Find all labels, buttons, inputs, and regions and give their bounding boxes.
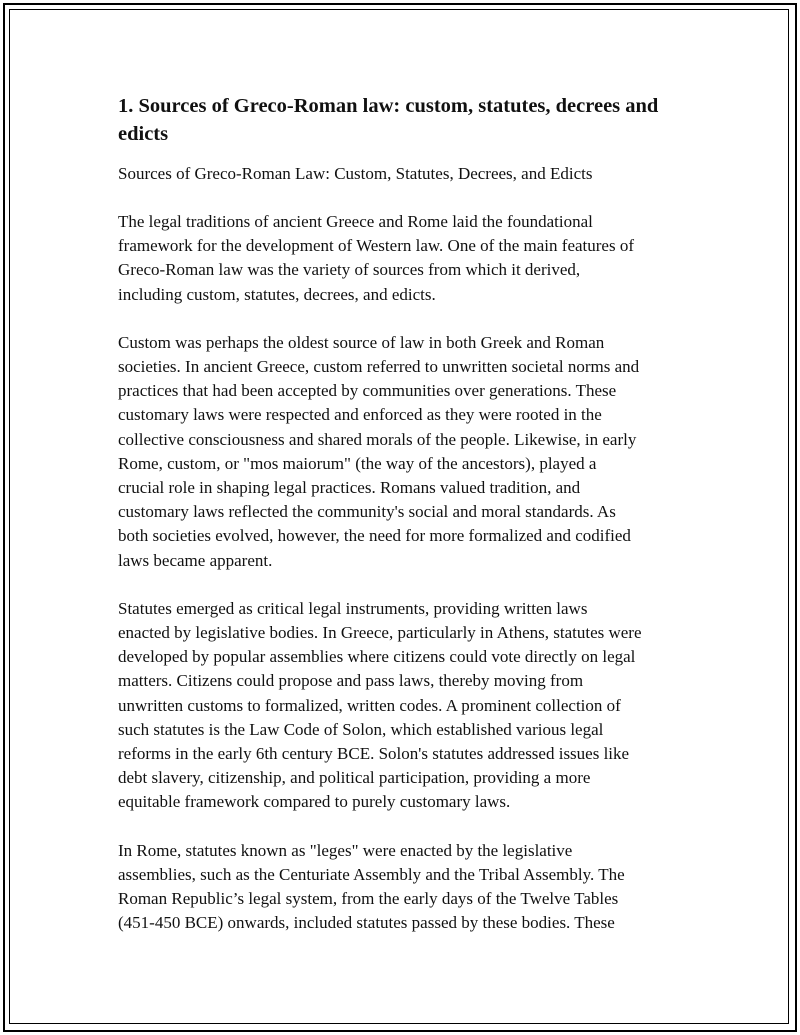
paragraph-greek-statutes: Statutes emerged as critical legal instruments, providing written laws enacted by legislative bodies. In Greece, particularly in Athens, statutes were developed by popular assemblies where citizens could vote directly on legal matters. Citizens could propose and pass laws, thereby moving from unwritten customs to formalized, written codes. A prominent collection of such statutes is the Law Code of Solon, which established various legal reforms in the early 6th century BCE. Solon's statutes addressed issues like debt slavery, citizenship, and political participation, providing a more equitable framework compared to purely customary laws. xyxy=(118,598,642,812)
paragraph-roman-statutes: In Rome, statutes known as "leges" were enacted by the legislative assemblies, such as the Centuriate Assembly and the Tribal Assembly. The Roman Republic’s legal system, from the early days of the Twelve Tables (451-450 BCE) onwards, included statutes passed by these bodies. These xyxy=(118,840,625,933)
document-subtitle: Sources of Greco-Roman Law: Custom, Statutes, Decrees, and Edicts xyxy=(118,164,593,183)
paragraph-custom: Custom was perhaps the oldest source of law in both Greek and Roman societies. In ancient Greece, custom referred to unwritten societal norms and practices that had been accepted by communities over generations. These customary laws were respected and enforced as they were rooted in the collective consciousness and shared morals of the people. Likewise, in early Rome, custom, or "mos maiorum" (the way of the ancestors), played a crucial role in shaping legal practices. Romans valued tradition, and customary laws reflected the community's social and moral standards. As both societies evolved, however, the need for more formalized and codified laws became apparent. xyxy=(118,332,640,570)
paragraph-intro: The legal traditions of ancient Greece and Rome laid the foundational framework for the development of Western law. One of the main features of Greco-Roman law was the variety of sources from which it derived, including custom, statutes, decrees, and edicts. xyxy=(118,212,634,304)
document-title: 1. Sources of Greco-Roman law: custom, statutes, decrees and edicts xyxy=(118,95,659,145)
document-body xyxy=(118,92,698,959)
